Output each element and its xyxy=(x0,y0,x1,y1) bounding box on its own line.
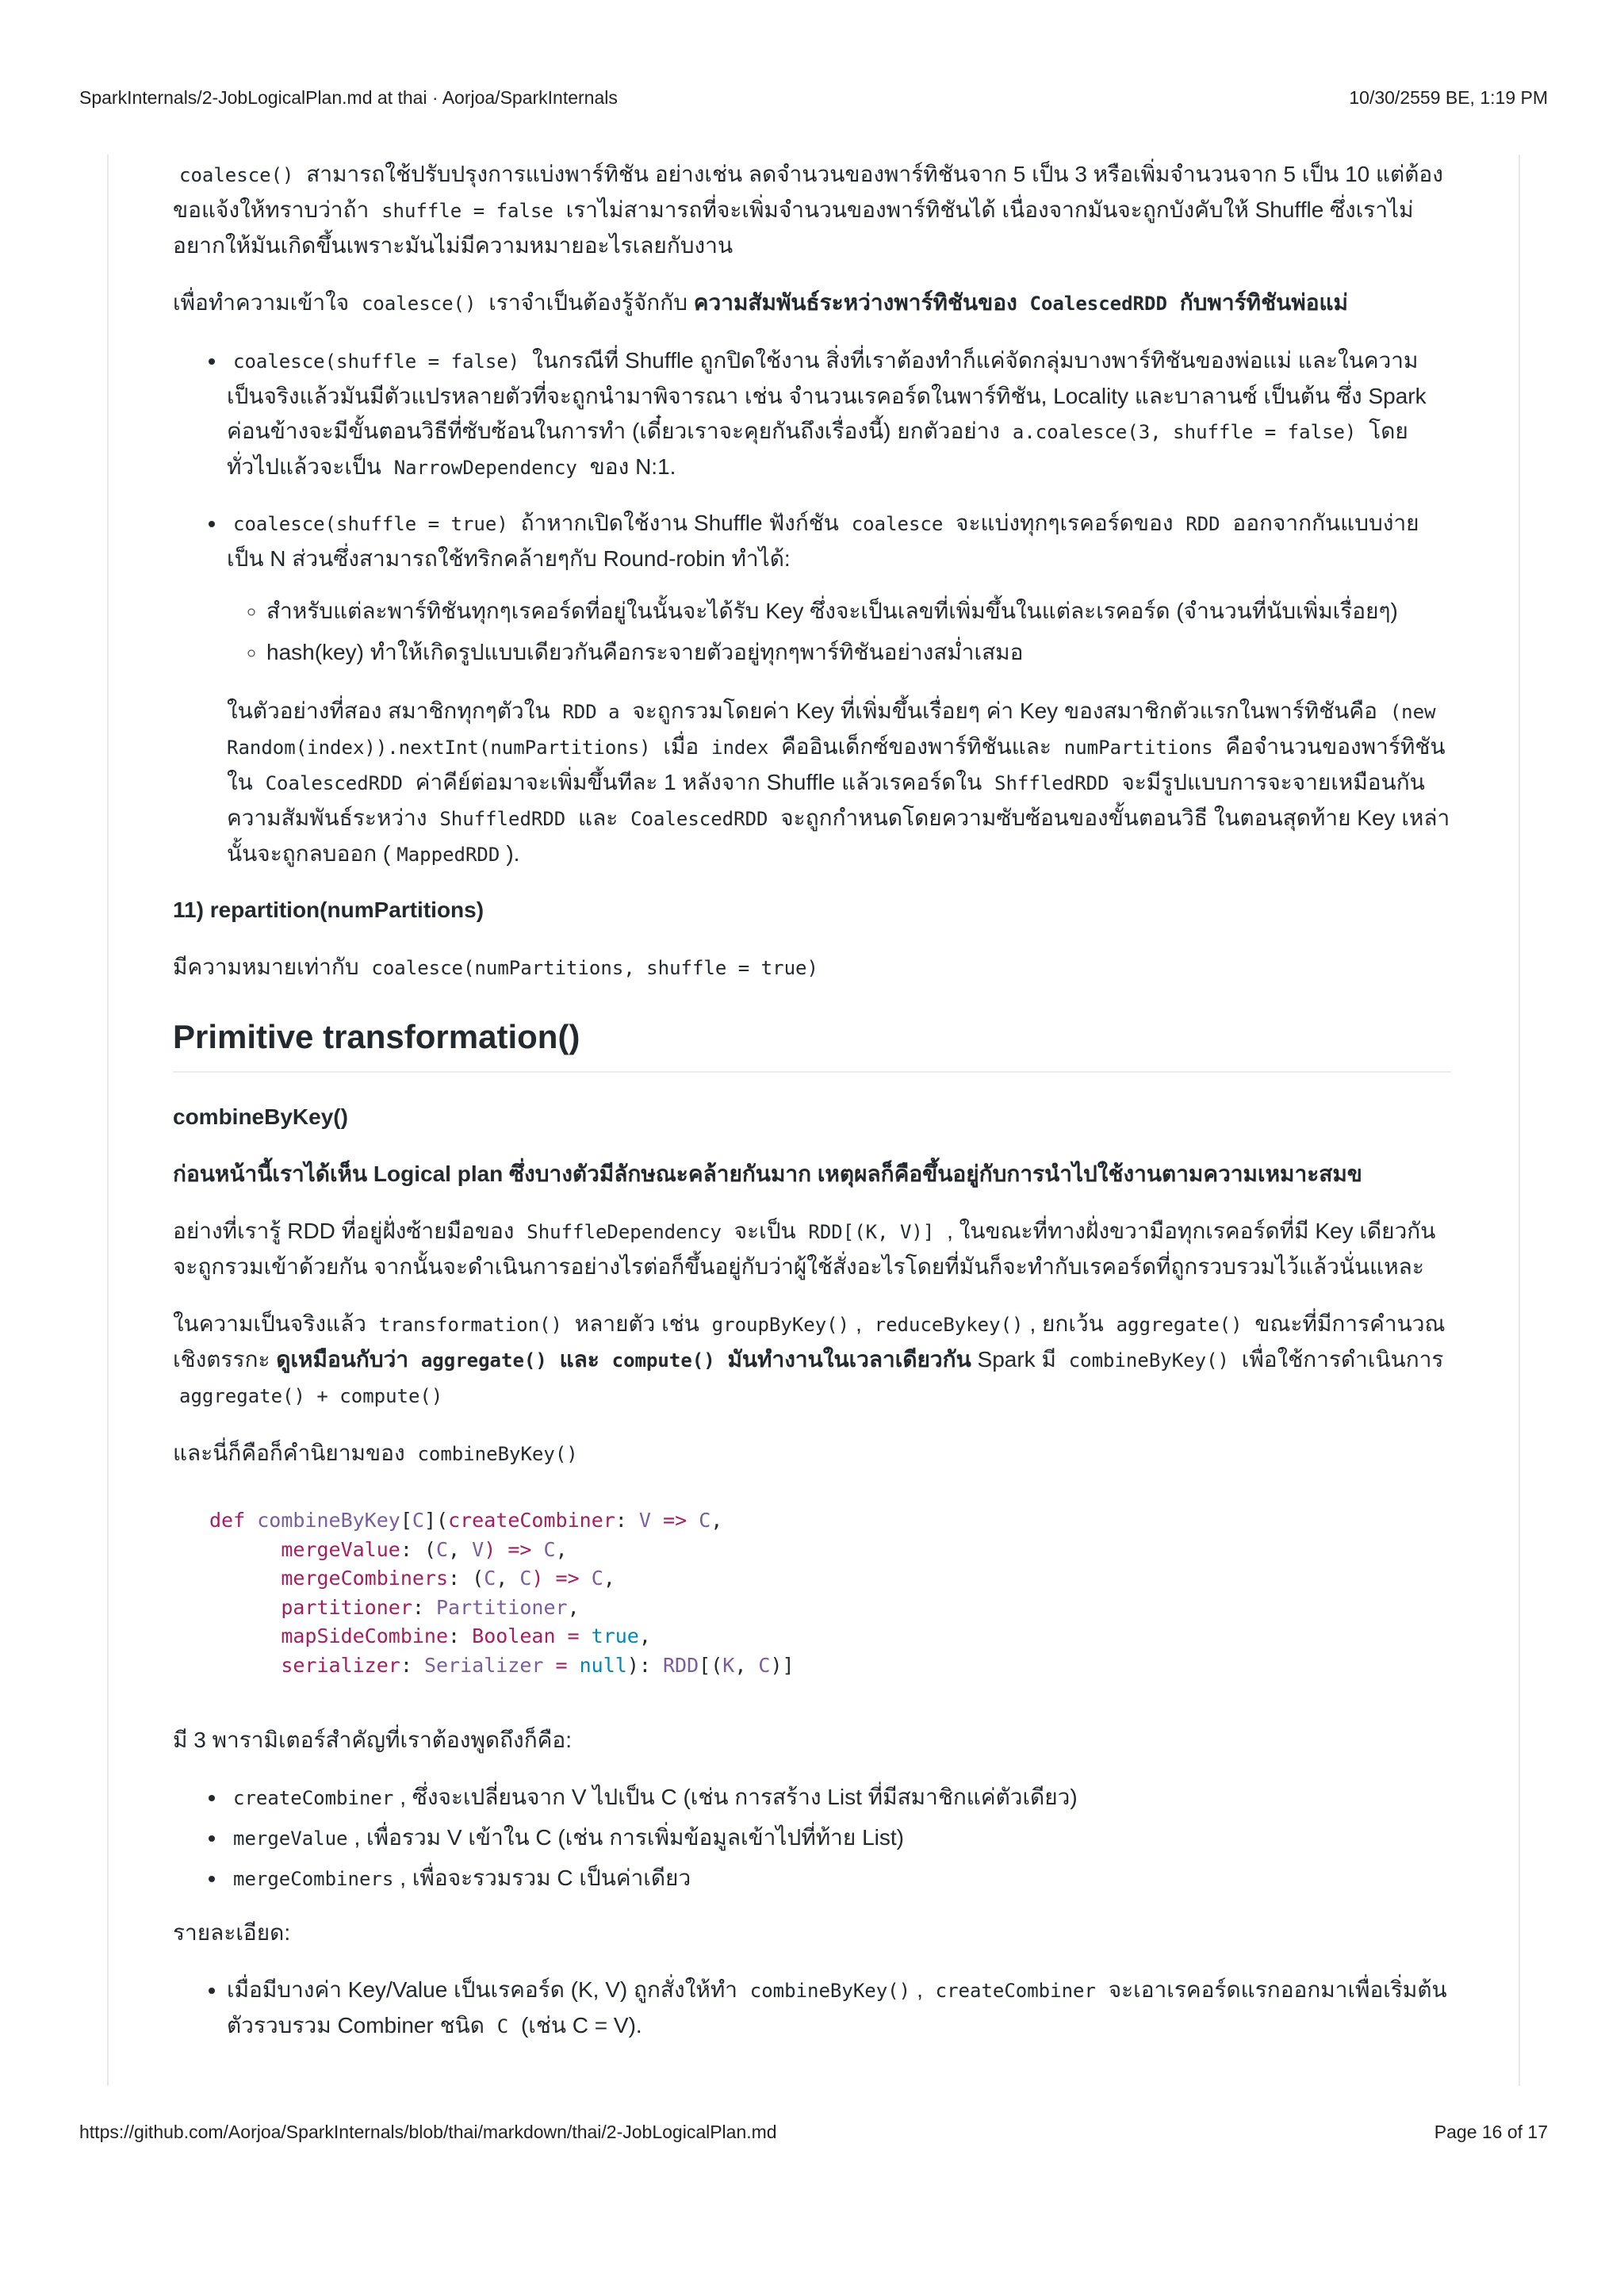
inline-code: NarrowDependency xyxy=(393,457,577,479)
inline-code: a.coalesce(3, shuffle = false) xyxy=(1012,421,1357,443)
coalesce-list xyxy=(173,343,1451,872)
inline-code: shuffle = false xyxy=(381,200,553,222)
sub-list-item: ◦ hash(key) ทำให้เกิดรูปแบบเดียวกันคือกระจายตัวอยู่ทุกๆพาร์ทิชันอย่างสม่ำเสมอ xyxy=(266,635,1451,670)
params-list xyxy=(173,1780,1451,1896)
print-header xyxy=(79,87,1548,109)
inline-code: coalesce(shuffle = true) xyxy=(233,513,508,535)
heading-combinebykey: combineByKey() xyxy=(173,1104,348,1129)
print-header-title: SparkInternals/2-JobLogicalPlan.md at thai · Aorjoa/SparkInternals xyxy=(79,87,618,108)
inline-code: coalesce() xyxy=(361,293,477,315)
inline-code: coalesce(shuffle = false) xyxy=(233,350,520,373)
heading-primitive-transformation: Primitive transformation() xyxy=(173,1014,1451,1073)
paragraph-transformations: ในความเป็นจริงแล้ว transformation() หลายตัว เช่น groupByKey() , reduceBykey() , ยกเว้น aggregate() ขณะที่มีการคำนวณเชิงตรรกะ ดูเหมือนกับว่า aggregate() และ compute() มันทำงานในเวลาเดียวกัน Spark มี combineByKey() เพื่อใช้การดำเนินการ aggregate() + compute() xyxy=(173,1311,1446,1407)
inline-code: coalesce() xyxy=(179,164,294,186)
paragraph-logical-plan: ก่อนหน้านี้เราได้เห็น Logical plan ซึ่งบางตัวมีลักษณะคล้ายกันมาก เหตุผลก็คือขึ้นอยู่กับการนำไปใช้งานตามความเหมาะสมข xyxy=(173,1161,1362,1186)
list-item: • createCombiner , ซึ่งจะเปลี่ยนจาก V ไปเป็น C (เช่น การสร้าง List ที่มีสมาชิกแค่ตัวเดียว) xyxy=(227,1780,1451,1816)
list-item-shuffle-true: • coalesce(shuffle = true) ถ้าหากเปิดใช้งาน Shuffle ฟังก์ชัน coalesce จะแบ่งทุกๆเรคอร์ดของ RDD ออกจากกันแบบง่ายเป็น N ส่วนซึ่งสามารถใช้ทริกคล้ายๆกับ Round-robin ทำได้: ◦ สำหรับแต่ละพาร์ทิชันทุกๆเรคอร์ดที่อยู่ในนั้นจะได้รับ Key ซึ่งจะเป็นเลขที่เพิ่มขึ้นในแต่ละเรคอร์ด (จำนวนที่นับเพิ่มเรื่อยๆ) ◦ hash(key) ทำให้เกิดรูปแบบเดียวกันคือกระจายตัวอยู่ทุกๆพาร์ทิชันอย่างสม่ำเสมอ ในตัวอย่างที่สอง สมาชิกทุกๆตัวใน RDD a จะถูกรวมโดยค่า Key ที่เพิ่มขึ้นเรื่อยๆ ค่า Key ของสมาชิกตัวแรกในพาร์ทิชันคือ (new Random(index)).nextInt(numPartitions) เมื่อ index คืออินเด็กซ์ของพาร์ทิชันและ numPartitions คือจำนวนของพาร์ทิชันใน CoalescedRDD ค่าคีย์ต่อมาจะเพิ่มขึ้นทีละ 1 หลังจาก Shuffle แล้วเรคอร์ดใน ShffledRDD จะมีรูปแบบการจะจายเหมือนกัน ความสัมพันธ์ระหว่าง ShuffledRDD และ CoalescedRDD จะถูกกำหนดโดยความซับซ้อนของขั้นตอนวิธี ในตอนสุดท้าย Key เหล่านั้นจะถูกลบออก ( MappedRDD ). xyxy=(227,506,1451,872)
print-footer xyxy=(79,2122,1548,2143)
paragraph-params-intro: มี 3 พารามิเตอร์สำคัญที่เราต้องพูดถึงก็คือ: xyxy=(173,1728,573,1752)
print-footer-url: https://github.com/Aorjoa/SparkInternals/blob/thai/markdown/thai/2-JobLogicalPlan.md xyxy=(79,2122,777,2142)
bold-text: ความสัมพันธ์ระหว่างพาร์ทิชันของ CoalescedRDD กับพาร์ทิชันพ่อแม่ xyxy=(693,290,1349,315)
markdown-body xyxy=(173,157,1451,2064)
print-footer-page: Page 16 of 17 xyxy=(1434,2122,1548,2142)
details-list xyxy=(173,1973,1451,2044)
paragraph-repartition: มีความหมายเท่ากับ coalesce(numPartitions, shuffle = true) xyxy=(173,955,818,979)
list-item: • mergeCombiners , เพื่อจะรวมรวม C เป็นค่าเดียว xyxy=(227,1861,1451,1896)
sub-list xyxy=(227,594,1451,670)
paragraph-second-example: ในตัวอย่างที่สอง สมาชิกทุกๆตัวใน RDD a จะถูกรวมโดยค่า Key ที่เพิ่มขึ้นเรื่อยๆ ค่า Key ของสมาชิกตัวแรกในพาร์ทิชันคือ (new Random(index)).nextInt(numPartitions) เมื่อ index คืออินเด็กซ์ของพาร์ทิชันและ numPartitions คือจำนวนของพาร์ทิชันใน CoalescedRDD ค่าคีย์ต่อมาจะเพิ่มขึ้นทีละ 1 หลังจาก Shuffle แล้วเรคอร์ดใน ShffledRDD จะมีรูปแบบการจะจายเหมือนกัน ความสัมพันธ์ระหว่าง ShuffledRDD และ CoalescedRDD จะถูกกำหนดโดยความซับซ้อนของขั้นตอนวิธี ในตอนสุดท้าย Key เหล่านั้นจะถูกลบออก ( MappedRDD ). xyxy=(227,698,1450,866)
paragraph-details: รายละเอียด: xyxy=(173,1920,291,1945)
list-item: • เมื่อมีบางค่า Key/Value เป็นเรคอร์ด (K, V) ถูกสั่งให้ทำ combineByKey() , createCombiner จะเอาเรคอร์ดแรกออกมาเพื่อเริ่มต้นตัวรวบรวม Combiner ชนิด C (เช่น C = V). xyxy=(227,1973,1451,2044)
inline-code: coalesce xyxy=(851,513,944,535)
list-item: • mergeValue , เพื่อรวม V เข้าใน C (เช่น การเพิ่มข้อมูลเข้าไปที่ท้าย List) xyxy=(227,1820,1451,1856)
list-item-shuffle-false: • coalesce(shuffle = false) ในกรณีที่ Shuffle ถูกปิดใช้งาน สิ่งที่เราต้องทำก็แค่จัดกลุ่มบางพาร์ทิชันของพ่อแม่ และในความเป็นจริงแล้วมันมีตัวแปรหลายตัวที่จะถูกนำมาพิจารณา เช่น จำนวนเรคอร์ดในพาร์ทิชัน, Locality และบาลานซ์ เป็นต้น ซึ่ง Spark ค่อนข้างจะมีขั้นตอนวิธีที่ซับซ้อนในการทำ (เดี๋ยวเราจะคุยกันถึงเรื่องนี้) ยกตัวอย่าง a.coalesce(3, shuffle = false) โดยทั่วไปแล้วจะเป็น NarrowDependency ของ N:1. xyxy=(227,343,1451,485)
heading-repartition: 11) repartition(numPartitions) xyxy=(173,897,485,922)
code-block-combinebykey: def combineByKey[C](createCombiner: V => C, mergeValue: (C, V) => C, mergeCombiners: (C, C) => C, partitioner: Partitioner, mapSideCombine: Boolean = true, serializer: Serializer = null): RDD[(K, C)] xyxy=(209,1509,795,1677)
print-header-datetime: 10/30/2559 BE, 1:19 PM xyxy=(1349,87,1548,108)
paragraph-definition: และนี่ก็คือก็คำนิยามของ combineByKey() xyxy=(173,1441,578,1465)
paragraph-coalesce-understand: เพื่อทำความเข้าใจ coalesce() เราจำเป็นต้องรู้จักกับ ความสัมพันธ์ระหว่างพาร์ทิชันของ CoalescedRDD กับพาร์ทิชันพ่อแม่ xyxy=(173,290,1349,315)
paragraph-coalesce-intro: coalesce() สามารถใช้ปรับปรุงการแบ่งพาร์ทิชัน อย่างเช่น ลดจำนวนของพาร์ทิชันจาก 5 เป็น 3 หรือเพิ่มจำนวนจาก 5 เป็น 10 แต่ต้องขอแจ้งให้ทราบว่าถ้า shuffle = false เราไม่สามารถที่จะเพิ่มจำนวนของพาร์ทิชันได้ เนื่องจากมันจะถูกบังคับให้ Shuffle ซึ่งเราไม่อยากให้มันเกิดขึ้นเพราะมันไม่มีความหมายอะไรเลยกับงาน xyxy=(173,162,1443,258)
sub-list-item: ◦ สำหรับแต่ละพาร์ทิชันทุกๆเรคอร์ดที่อยู่ในนั้นจะได้รับ Key ซึ่งจะเป็นเลขที่เพิ่มขึ้นในแต่ละเรคอร์ด (จำนวนที่นับเพิ่มเรื่อยๆ) xyxy=(266,594,1451,629)
paragraph-shuffle-dependency: อย่างที่เรารู้ RDD ที่อยู่ฝั่งซ้ายมือของ ShuffleDependency จะเป็น RDD[(K, V)] , ในขณะที่ทางฝั่งขวามือทุกเรคอร์ดที่มี Key เดียวกันจะถูกรวมเข้าด้วยกัน จากนั้นจะดำเนินการอย่างไรต่อก็ขึ้นอยู่กับว่าผู้ใช้สั่งอะไรโดยที่มันก็จะทำกับเรคอร์ดที่ถูกรวบรวมไว้แล้วนั่นแหละ xyxy=(173,1219,1436,1279)
inline-code: RDD xyxy=(1185,513,1220,535)
